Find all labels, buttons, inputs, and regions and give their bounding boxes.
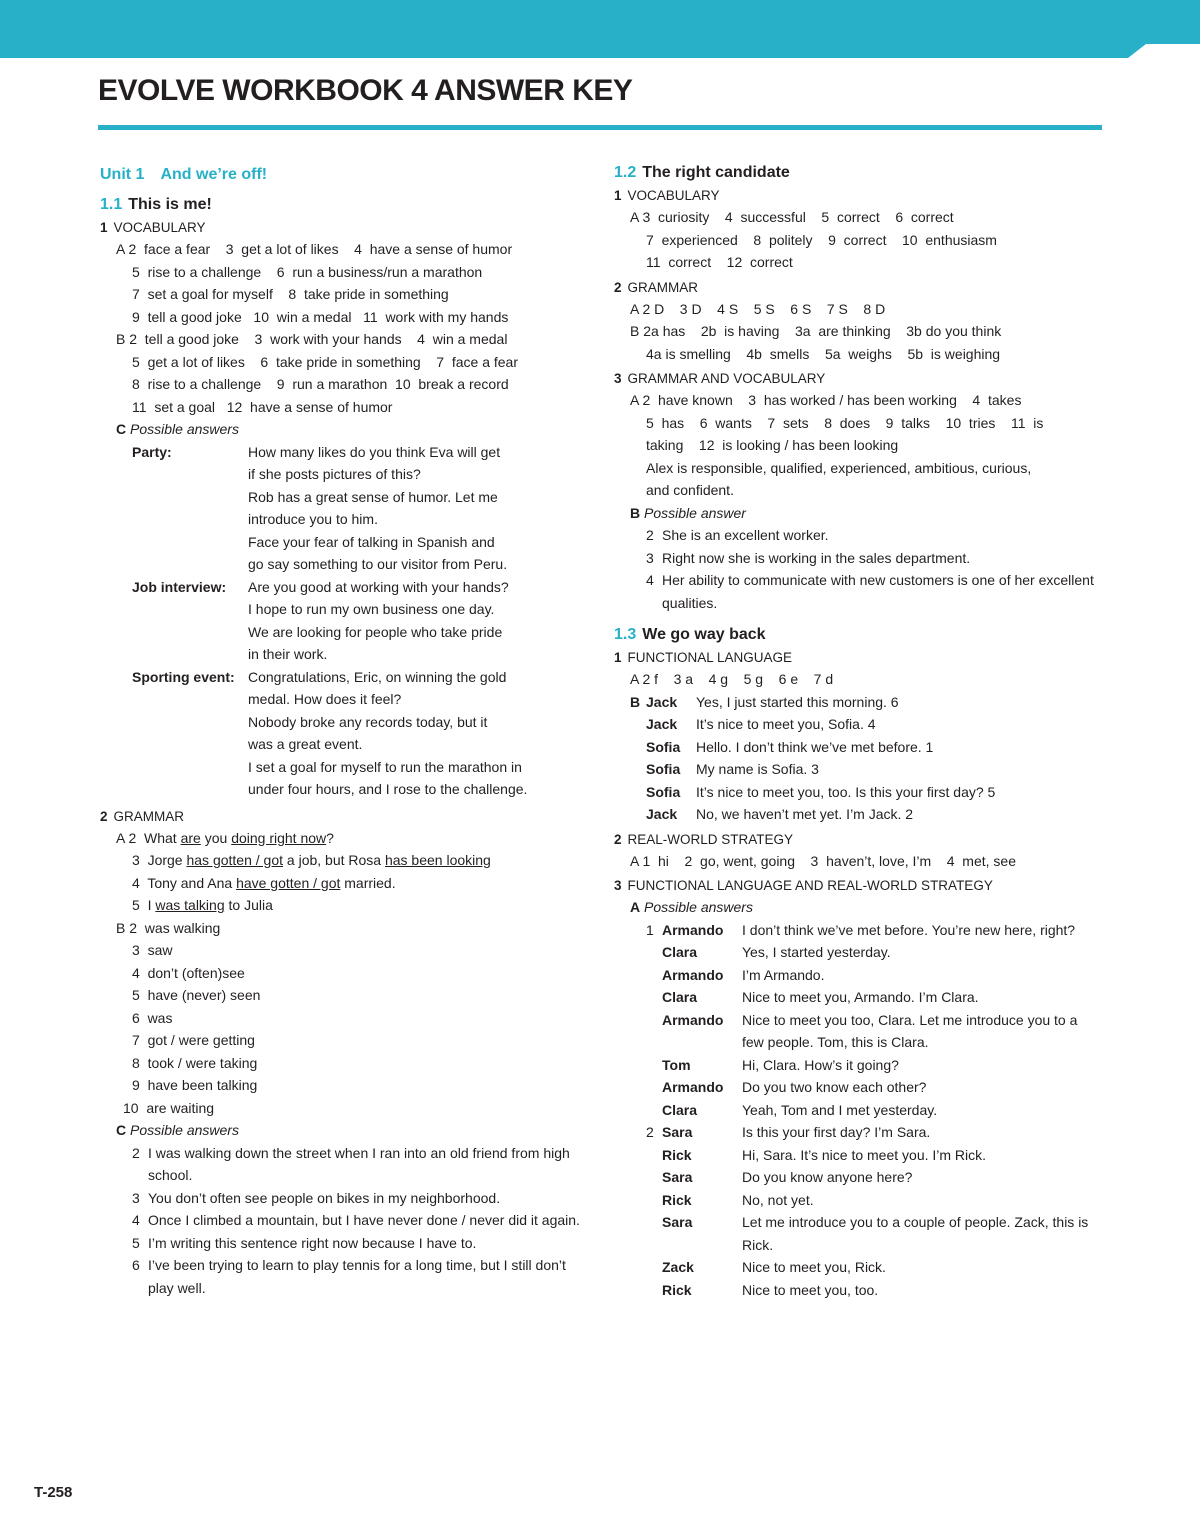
party-block: Party: How many likes do you think Eva will get if she posts pictures of this? Rob has a great sense of humor. Let me introduce you to him. Face your fear of talking in Spanish and go say something to our visitor from Peru. (132, 443, 508, 572)
numbered-answer: 4 Her ability to communicate with new customers is one of her excellent qualities. (646, 572, 1094, 611)
header-notch (1128, 44, 1146, 58)
answer-line: 9 have been talking (132, 1077, 258, 1093)
answer-line: B 2 was walking (116, 919, 221, 936)
answer-line: B 2 tell a good joke 3 work with your hands 4 win a medal (116, 331, 508, 347)
dialogue-line: Armando I’m Armando. (662, 966, 825, 983)
answer-line: 4 Tony and Ana have gotten / got married. (132, 874, 396, 891)
answer-line: A 2 What are you doing right now? (116, 829, 334, 846)
numbered-answer: 5 I’m writing this sentence right now because I have to. (132, 1234, 477, 1251)
dialogue-line: Sara Do you know anyone here? (662, 1169, 913, 1185)
answer-line: 7 set a goal for myself 8 take pride in something (132, 286, 449, 302)
dialogue-line: Sofia Hello. I don’t think we’ve met before. 1 (646, 738, 934, 755)
answer-line: Alex is responsible, qualified, experienced, ambitious, curious, (646, 459, 1032, 476)
dialogue-line: B Jack Yes, I just started this morning. 6 (630, 693, 899, 710)
answer-line: 5 has 6 wants 7 sets 8 does 9 talks 10 tries 11 is (646, 414, 1044, 431)
dialogue-line: Clara Yes, I started yesterday. (662, 944, 891, 960)
answer-line: 8 took / were taking (132, 1054, 258, 1071)
section-vocabulary: 1 VOCABULARY (614, 188, 720, 203)
answer-line: 3 Jorge has gotten / got a job, but Rosa has been looking (132, 852, 491, 868)
answer-line: 6 was (132, 1009, 173, 1026)
dialogue-line: Rick No, not yet. (662, 1191, 814, 1208)
answer-line: 9 tell a good joke 10 win a medal 11 work with my hands (132, 308, 509, 325)
section-grammar: 2 GRAMMAR (614, 279, 699, 295)
dialogue-line: Zack Nice to meet you, Rick. (662, 1259, 886, 1275)
unit-heading: Unit 1 And we’re off! (100, 166, 268, 183)
dialogue-line: Rick Nice to meet you, too. (662, 1281, 879, 1298)
numbered-answer: 2 I was walking down the street when I ran into an old friend from high school. (132, 1144, 570, 1183)
section-functional-real-world: 3 FUNCTIONAL LANGUAGE AND REAL-WORLD STRATEGY (614, 878, 993, 893)
dialogue-line: Jack No, we haven’t met yet. I’m Jack. 2 (646, 806, 914, 822)
left-column (100, 160, 590, 1299)
right-column (614, 160, 1094, 1301)
answer-line: 5 rise to a challenge 6 run a business/run a marathon (132, 263, 483, 280)
dialogue-line: Armando Do you two know each other? (662, 1079, 927, 1095)
numbered-answer: 3 You don’t often see people on bikes in my neighborhood. (132, 1189, 501, 1206)
answer-line: 5 get a lot of likes 6 take pride in something 7 face a fear (132, 353, 518, 370)
possible-answers-label: C Possible answers (116, 1122, 239, 1138)
lesson-1-3-heading: 1.3 We go way back (614, 626, 766, 643)
dialogue-line: Clara Nice to meet you, Armando. I’m Clara. (662, 989, 979, 1005)
answer-line: 5 I was talking to Julia (132, 897, 273, 913)
title-rule (98, 125, 1102, 130)
answer-line: A 3 curiosity 4 successful 5 correct 6 correct (630, 209, 954, 225)
answer-line: 7 got / were getting (132, 1032, 255, 1048)
answer-line: 3 saw (132, 942, 173, 958)
answer-line: 11 set a goal 12 have a sense of humor (132, 398, 393, 415)
header-band (0, 0, 1200, 58)
dialogue-line: 1 Armando I don’t think we’ve met before. You’re new here, right? (646, 921, 1076, 938)
answer-line: 8 rise to a challenge 9 run a marathon 10 break a record (132, 376, 509, 392)
dialogue-line: Clara Yeah, Tom and I met yesterday. (662, 1101, 938, 1118)
answer-line: 10 are waiting (123, 1099, 215, 1116)
numbered-answer: 6 I’ve been trying to learn to play tennis for a long time, but I still don’t play well. (132, 1257, 566, 1296)
job-interview-block: Job interview: Are you good at working with your hands? I hope to run my own business one day. We are looking for people who take pride in their work. (132, 578, 509, 662)
dialogue-line: Sofia It’s nice to meet you, too. Is this your first day? 5 (646, 783, 996, 800)
answer-line: 11 correct 12 correct (646, 254, 793, 270)
section-functional-language: 1 FUNCTIONAL LANGUAGE (614, 650, 793, 665)
header-notch-fill (1146, 44, 1200, 58)
section-vocabulary: 1 VOCABULARY (100, 220, 206, 235)
answer-line: 5 have (never) seen (132, 987, 261, 1003)
answer-line: and confident. (646, 482, 734, 498)
section-grammar: 2 GRAMMAR (100, 808, 185, 824)
section-grammar-vocabulary: 3 GRAMMAR AND VOCABULARY (614, 371, 826, 386)
document-title: EVOLVE WORKBOOK 4 ANSWER KEY (98, 74, 633, 107)
numbered-answer: 4 Once I climbed a mountain, but I have never done / never did it again. (132, 1212, 580, 1228)
possible-answers-label: C Possible answers (116, 421, 239, 437)
numbered-answer: 2 She is an excellent worker. (646, 527, 829, 543)
dialogue-line: Sara Let me introduce you to a couple of people. Zack, this is Rick. (662, 1214, 1089, 1253)
answer-line: A 2 have known 3 has worked / has been working 4 takes (630, 392, 1022, 408)
answer-line: B 2a has 2b is having 3a are thinking 3b do you think (630, 323, 1002, 339)
answer-line: A 2 f 3 a 4 g 5 g 6 e 7 d (630, 671, 834, 687)
dialogue-line: Armando Nice to meet you too, Clara. Let me introduce you to a few people. Tom, this is Clara. (662, 1011, 1078, 1050)
answer-line: A 1 hi 2 go, went, going 3 haven’t, love, I’m 4 met, see (630, 852, 1016, 869)
dialogue-line: Jack It’s nice to meet you, Sofia. 4 (646, 716, 876, 732)
answer-line: 7 experienced 8 politely 9 correct 10 enthusiasm (646, 231, 997, 248)
numbered-answer: 3 Right now she is working in the sales department. (646, 549, 971, 566)
page-number: T-258 (34, 1484, 73, 1501)
answer-line: taking 12 is looking / has been looking (646, 437, 899, 453)
lesson-1-2-heading: 1.2 The right candidate (614, 164, 790, 181)
possible-answers-label: A Possible answers (630, 899, 753, 915)
dialogue-line: Rick Hi, Sara. It’s nice to meet you. I’m Rick. (662, 1146, 987, 1163)
dialogue-line: Sofia My name is Sofia. 3 (646, 761, 819, 777)
answer-line: 4 don’t (often)see (132, 964, 245, 981)
lesson-1-1-heading: 1.1 This is me! (100, 196, 212, 213)
answer-line: A 2 face a fear 3 get a lot of likes 4 have a sense of humor (116, 241, 513, 257)
section-real-world-strategy: 2 REAL-WORLD STRATEGY (614, 831, 794, 847)
dialogue-line: Tom Hi, Clara. How’s it going? (662, 1056, 899, 1073)
sporting-event-block: Sporting event: Congratulations, Eric, on winning the gold medal. How does it feel? Nobody broke any records today, but it was a great event. I set a goal for myself to run the marathon in under four hours, and I rose to the challenge. (132, 668, 528, 797)
answer-line: A 2 D 3 D 4 S 5 S 6 S 7 S 8 D (630, 300, 886, 317)
dialogue-line: 2 Sara Is this your first day? I’m Sara. (646, 1124, 931, 1140)
possible-answer-label: B Possible answer (630, 504, 746, 521)
answer-line: 4a is smelling 4b smells 5a weighs 5b is weighing (646, 345, 1001, 362)
